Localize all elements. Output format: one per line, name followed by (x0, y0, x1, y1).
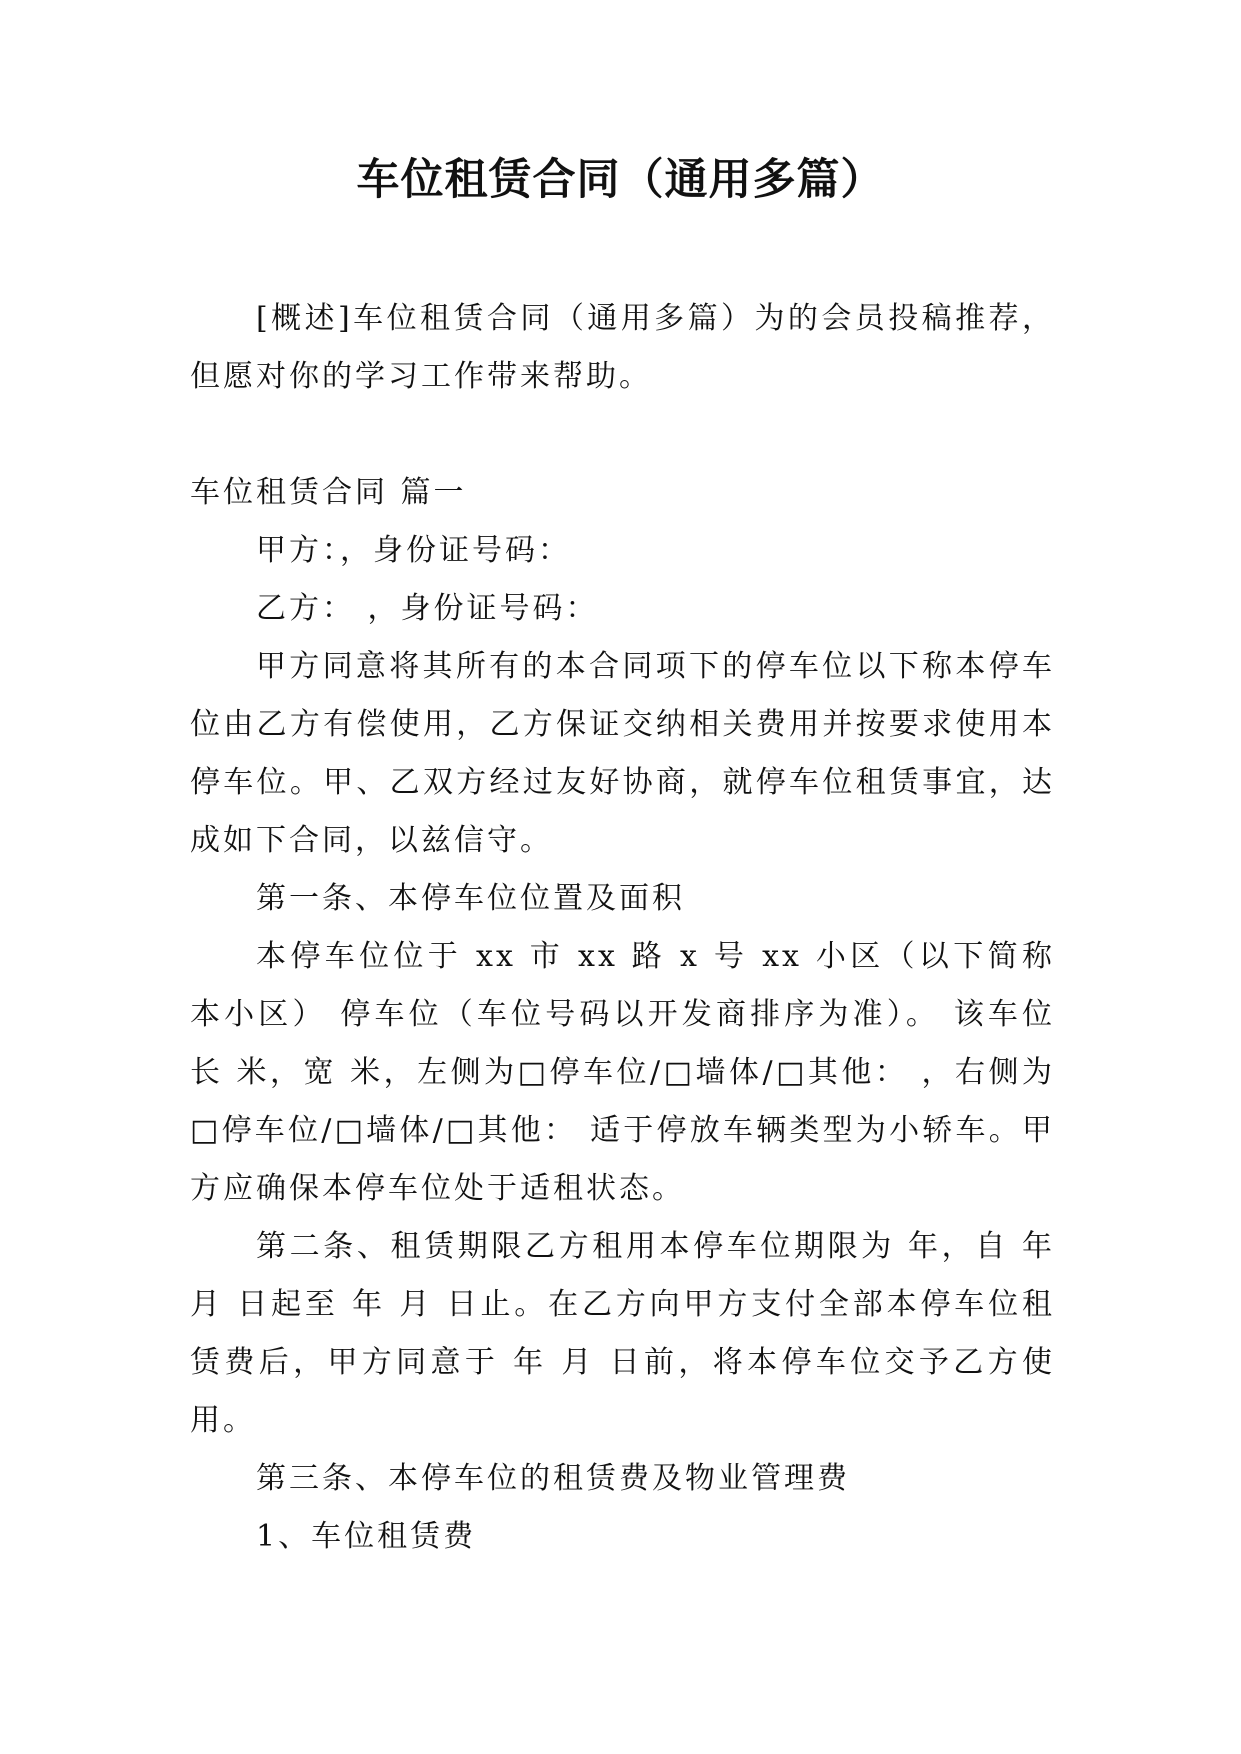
document-body (190, 290, 1055, 1566)
party-b-line: 乙方： ，身份证号码： (256, 591, 599, 626)
party-a-line: 甲方：，身份证号码： (256, 533, 571, 568)
section-heading: 车位租赁合同 篇一 (190, 475, 467, 510)
article-2-paragraph: 第二条、租赁期限乙方租用本停车位期限为 年，自 年月 日起至 年 月 日止。在乙方向甲方支付全部本停车位租赁费后，甲方同意于 年 月 日前，将本停车位交予乙方使用。 (190, 1229, 1055, 1438)
document-title: 车位租赁合同（通用多篇） (356, 155, 885, 205)
spacer (190, 406, 1055, 464)
article-3-heading: 第三条、本停车位的租赁费及物业管理费 (256, 1461, 850, 1496)
article-1-body: 本停车位位于 xx 市 xx 路 x 号 xx 小区（以下简称本小区） 停车位（车位号码以开发商排序为准）。 该车位长 米，宽 米，左侧为□停车位/□墙体/□其他： ，右侧为□停车位/□墙体/□其他： 适于停放车辆类型为小轿车。甲方应确保本停车位处于适租状态。 (190, 939, 1055, 1206)
agreement-paragraph: 甲方同意将其所有的本合同项下的停车位以下称本停车位由乙方有偿使用，乙方保证交纳相关费用并按要求使用本停车位。甲、乙双方经过友好协商，就停车位租赁事宜，达成如下合同，以兹信守。 (190, 649, 1055, 858)
article-1-heading: 第一条、本停车位位置及面积 (256, 881, 685, 916)
rent-fee-item: 1、车位租赁费 (256, 1519, 477, 1554)
summary-paragraph: [概述]车位租赁合同（通用多篇）为的会员投稿推荐，但愿对你的学习工作带来帮助。 (190, 301, 1055, 394)
